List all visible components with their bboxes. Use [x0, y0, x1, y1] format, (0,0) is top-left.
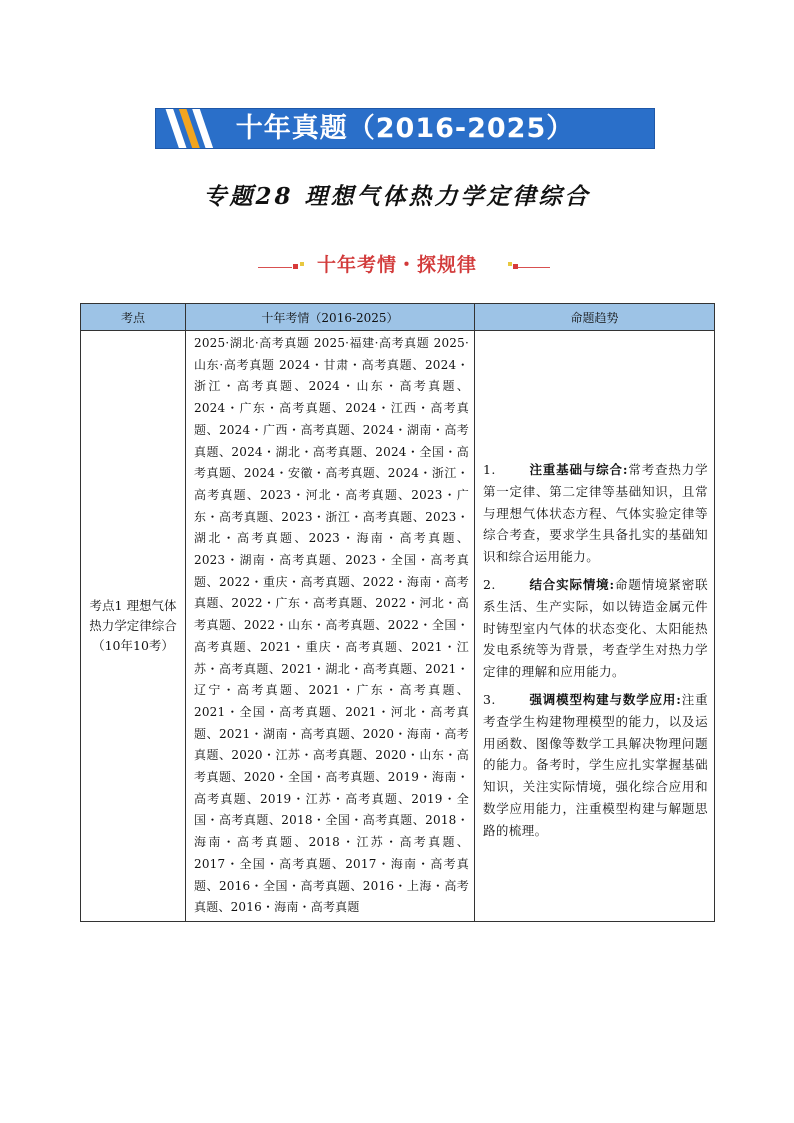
exam-summary-table — [80, 303, 715, 922]
trend-item — [483, 459, 708, 568]
kaodian-cell — [81, 331, 186, 922]
trend-item — [483, 689, 708, 842]
trend-item-text: 常考查热力学第一定律、第二定律等基础知识，且常与理想气体状态方程、气体实验定律等综合考查，要求学生具备扎实的基础知识和综合运用能力。 — [483, 462, 708, 565]
header-kaodian: 考点 — [81, 304, 186, 331]
table-row — [81, 331, 715, 922]
kaodian-name: 考点1 理想气体热力学定律综合 — [89, 597, 177, 633]
title-banner — [155, 108, 655, 149]
trend-item-number: 3. — [483, 691, 496, 707]
trend-item-number: 1. — [483, 462, 496, 477]
trend-cell — [475, 331, 715, 922]
topic-title: 专题28 理想气体热力学定律综合 — [203, 183, 591, 210]
header-trend: 命题趋势 — [475, 304, 715, 331]
trend-item-keyword: 结合实际情境: — [529, 576, 615, 592]
trend-item-keyword: 强调模型构建与数学应用: — [529, 691, 682, 707]
header-years: 十年考情（2016-2025） — [186, 304, 475, 331]
decor-square — [508, 262, 512, 266]
trend-item-keyword: 注重基础与综合: — [529, 462, 628, 477]
section-heading — [0, 250, 794, 278]
trend-item-number: 2. — [483, 576, 496, 592]
kaodian-count: （10年10考） — [92, 637, 174, 653]
trend-item-text: 命题情境紧密联系生活、生产实际，如以铸造金属元件时铸型室内气体的状态变化、太阳能热发电系统等为背景，考查学生对热力学定律的理解和应用能力。 — [483, 576, 708, 680]
banner-title: 十年真题（2016-2025） — [235, 113, 575, 144]
trend-item-text: 注重考查学生构建物理模型的能力，以及运用函数、图像等数学工具解决物理问题的能力。备考时，学生应扎实掌握基础知识，关注实际情境，强化综合应用和数学应用能力，注重模型构建与解题思路的梳理。 — [483, 691, 708, 838]
trend-item — [483, 574, 708, 683]
section-title: 十年考情・探规律 — [316, 254, 477, 276]
table-header-row — [81, 304, 715, 331]
years-cell: 2025·湖北·高考真题 2025·福建·高考真题 2025·山东·高考真题 2024・甘肃・高考真题、2024・浙江・高考真题、2024・山东・高考真题、2024・广东・高考真题、2024・江西・高考真题、2024・广西・高考真题、2024・湖南・高考真题、2024・湖北・高考真题、2024・全国・高考真题、2024・安徽・高考真题、2024・浙江・高考真题、2023・河北・高考真题、2023・广东・高考真题、2023・浙江・高考真题、2023・湖北・高考真题、2023・海南・高考真题、2023・湖南・高考真题、2023・全国・高考真题、2022・重庆・高考真题、2022・海南・高考真题、2022・广东・高考真题、2022・河北・高考真题、2022・山东・高考真题、2022・全国・高考真题、2021・重庆・高考真题、2021・江苏・高考真题、2021・湖北・高考真题、2021・辽宁・高考真题、2021・广东・高考真题、2021・全国・高考真题、2021・河北・高考真题、2021・湖南・高考真题、2020・海南・高考真题、2020・江苏・高考真题、2020・山东・高考真题、2020・全国・高考真题、2019・海南・高考真题、2019・江苏・高考真题、2019・全国・高考真题、2018・全国・高考真题、2018・海南・高考真题、2018・江苏・高考真题、2017・全国・高考真题、2017・海南・高考真题、2016・全国・高考真题、2016・上海・高考真题、2016・海南・高考真题 — [186, 331, 475, 922]
section-divider-right — [518, 267, 550, 268]
